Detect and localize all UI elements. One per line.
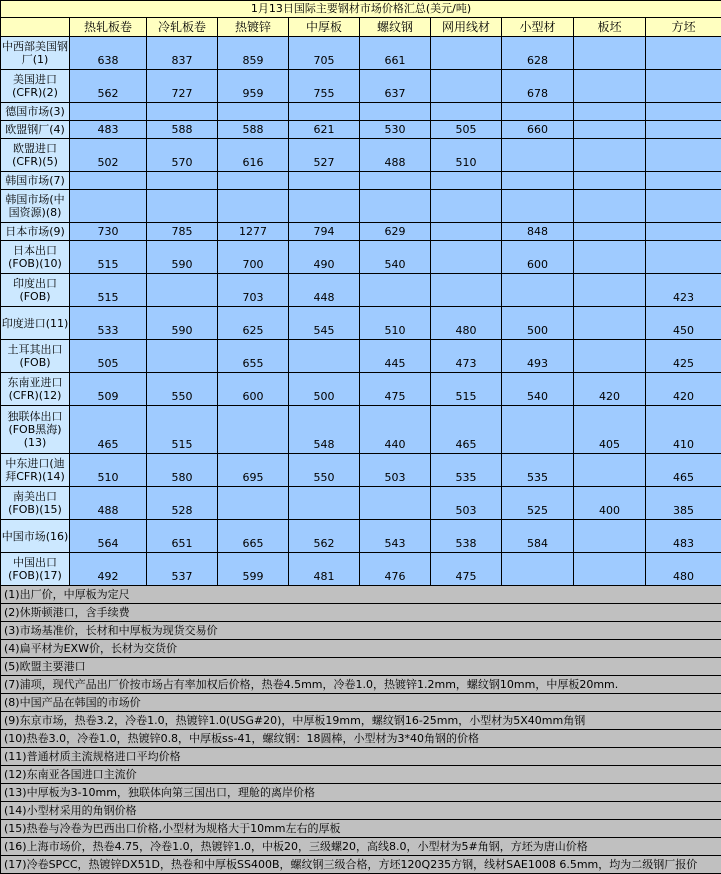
price-cell: 465	[646, 454, 721, 487]
price-cell: 450	[646, 307, 721, 340]
table-row	[1, 520, 721, 553]
price-cell	[431, 37, 502, 70]
table-row	[1, 103, 721, 121]
price-cell	[574, 139, 646, 172]
note-row	[1, 730, 721, 748]
price-cell	[360, 274, 431, 307]
price-cell	[502, 274, 574, 307]
table-row	[1, 274, 721, 307]
table-row	[1, 487, 721, 520]
price-cell	[147, 103, 218, 121]
price-cell: 505	[70, 340, 147, 373]
price-cell	[574, 37, 646, 70]
price-cell: 700	[218, 241, 289, 274]
price-cell	[431, 190, 502, 223]
note-row	[1, 694, 721, 712]
price-cell	[218, 190, 289, 223]
price-cell: 483	[70, 121, 147, 139]
price-cell: 492	[70, 553, 147, 586]
price-cell: 475	[360, 373, 431, 406]
price-cell: 660	[502, 121, 574, 139]
price-cell	[218, 103, 289, 121]
column-header: 热轧板卷	[70, 18, 147, 37]
price-cell: 859	[218, 37, 289, 70]
price-cell: 588	[147, 121, 218, 139]
price-cell	[646, 172, 721, 190]
row-label: 日本出口(FOB)(10)	[1, 241, 70, 274]
note-row	[1, 658, 721, 676]
price-cell: 570	[147, 139, 218, 172]
price-cell	[646, 37, 721, 70]
price-cell: 420	[646, 373, 721, 406]
price-cell: 730	[70, 223, 147, 241]
price-cell: 465	[431, 406, 502, 454]
corner-cell	[1, 18, 70, 37]
price-cell	[289, 103, 360, 121]
price-cell: 584	[502, 520, 574, 553]
price-cell	[502, 172, 574, 190]
table-row	[1, 553, 721, 586]
price-cell: 621	[289, 121, 360, 139]
row-label: 欧盟钢厂(4)	[1, 121, 70, 139]
price-cell: 515	[147, 406, 218, 454]
price-cell: 848	[502, 223, 574, 241]
price-cell: 510	[70, 454, 147, 487]
row-label: 中东进口(迪拜CFR)(14)	[1, 454, 70, 487]
price-cell: 480	[431, 307, 502, 340]
price-cell: 535	[502, 454, 574, 487]
price-cell	[218, 487, 289, 520]
note-text: (14)小型材采用的角钢价格	[1, 802, 721, 820]
row-label: 印度进口(11)	[1, 307, 70, 340]
price-cell: 665	[218, 520, 289, 553]
price-cell	[360, 103, 431, 121]
note-row	[1, 586, 721, 604]
table-row	[1, 241, 721, 274]
price-cell: 599	[218, 553, 289, 586]
note-row	[1, 604, 721, 622]
column-header: 方坯	[646, 18, 721, 37]
note-text: (5)欧盟主要港口	[1, 658, 721, 676]
price-cell	[70, 103, 147, 121]
note-text: (10)热卷3.0，冷卷1.0，热镀锌0.8，中厚板ss-41，螺纹钢：18圆棒，小型材为3*40角钢的价格	[1, 730, 721, 748]
price-cell	[147, 340, 218, 373]
table-row	[1, 190, 721, 223]
row-label: 独联体出口(FOB黑海)(13)	[1, 406, 70, 454]
price-cell: 600	[218, 373, 289, 406]
price-cell	[289, 487, 360, 520]
price-cell: 483	[646, 520, 721, 553]
note-row	[1, 766, 721, 784]
price-cell: 515	[70, 274, 147, 307]
price-cell: 500	[502, 307, 574, 340]
table-row	[1, 121, 721, 139]
table-row	[1, 70, 721, 103]
note-row	[1, 622, 721, 640]
price-cell: 465	[70, 406, 147, 454]
price-cell: 678	[502, 70, 574, 103]
price-cell	[431, 103, 502, 121]
price-cell: 488	[360, 139, 431, 172]
price-cell: 425	[646, 340, 721, 373]
note-row	[1, 784, 721, 802]
price-cell	[431, 274, 502, 307]
price-cell	[147, 274, 218, 307]
price-cell: 515	[431, 373, 502, 406]
price-cell: 637	[360, 70, 431, 103]
table-row	[1, 340, 721, 373]
price-cell	[502, 406, 574, 454]
price-cell	[147, 172, 218, 190]
price-cell	[574, 553, 646, 586]
price-cell: 959	[218, 70, 289, 103]
price-cell: 705	[289, 37, 360, 70]
table-row	[1, 454, 721, 487]
price-cell	[360, 487, 431, 520]
price-cell: 405	[574, 406, 646, 454]
price-cell: 493	[502, 340, 574, 373]
price-cell	[431, 172, 502, 190]
price-cell: 540	[502, 373, 574, 406]
price-cell	[646, 70, 721, 103]
price-cell	[646, 121, 721, 139]
price-cell	[218, 172, 289, 190]
row-label: 欧盟进口(CFR)(5)	[1, 139, 70, 172]
price-cell: 530	[360, 121, 431, 139]
note-row	[1, 748, 721, 766]
price-cell	[574, 520, 646, 553]
price-cell: 540	[360, 241, 431, 274]
price-cell	[574, 103, 646, 121]
price-cell	[646, 241, 721, 274]
row-label: 东南亚进口(CFR)(12)	[1, 373, 70, 406]
price-cell	[147, 190, 218, 223]
price-cell: 588	[218, 121, 289, 139]
note-text: (12)东南亚各国进口主流价	[1, 766, 721, 784]
price-cell: 509	[70, 373, 147, 406]
price-cell	[70, 172, 147, 190]
note-text: (7)浦项，现代产品出厂价按市场占有率加权后价格，热卷4.5mm，冷卷1.0，热镀锌1.2mm，螺纹钢10mm，中厚板20mm.	[1, 676, 721, 694]
note-text: (1)出厂价，中厚板为定尺	[1, 586, 721, 604]
note-row	[1, 676, 721, 694]
price-cell: 423	[646, 274, 721, 307]
price-cell: 445	[360, 340, 431, 373]
price-cell	[431, 241, 502, 274]
price-cell: 727	[147, 70, 218, 103]
price-cell: 837	[147, 37, 218, 70]
price-cell	[218, 406, 289, 454]
price-cell	[289, 340, 360, 373]
price-cell	[646, 223, 721, 241]
price-cell	[360, 172, 431, 190]
note-row	[1, 838, 721, 856]
price-cell: 661	[360, 37, 431, 70]
note-text: (8)中国产品在韩国的市场价	[1, 694, 721, 712]
row-label: 中西部美国钢厂(1)	[1, 37, 70, 70]
price-cell	[289, 172, 360, 190]
price-cell	[502, 553, 574, 586]
price-cell: 502	[70, 139, 147, 172]
price-cell	[574, 172, 646, 190]
table-row	[1, 373, 721, 406]
note-text: (16)上海市场价，热卷4.75，冷卷1.0，热镀锌1.0，中板20，三级螺20，高线8.0，小型材为5#角钢，方坯为唐山价格	[1, 838, 721, 856]
price-cell: 562	[289, 520, 360, 553]
row-label: 中国市场(16)	[1, 520, 70, 553]
column-header: 网用线材	[431, 18, 502, 37]
price-cell: 616	[218, 139, 289, 172]
price-cell: 400	[574, 487, 646, 520]
price-cell	[70, 190, 147, 223]
price-cell: 528	[147, 487, 218, 520]
price-cell: 703	[218, 274, 289, 307]
price-cell: 535	[431, 454, 502, 487]
row-label: 印度出口(FOB)	[1, 274, 70, 307]
note-text: (4)扁平材为EXW价，长材为交货价	[1, 640, 721, 658]
row-label: 南美出口(FOB)(15)	[1, 487, 70, 520]
price-cell: 385	[646, 487, 721, 520]
row-label: 德国市场(3)	[1, 103, 70, 121]
price-cell: 564	[70, 520, 147, 553]
price-cell: 638	[70, 37, 147, 70]
price-cell: 475	[431, 553, 502, 586]
price-cell: 755	[289, 70, 360, 103]
price-cell: 785	[147, 223, 218, 241]
price-cell: 550	[147, 373, 218, 406]
price-cell	[574, 190, 646, 223]
price-cell: 480	[646, 553, 721, 586]
price-cell: 1277	[218, 223, 289, 241]
price-cell: 473	[431, 340, 502, 373]
column-header: 中厚板	[289, 18, 360, 37]
note-text: (15)热卷与冷卷为巴西出口价格,小型材为规格大于10mm左右的厚板	[1, 820, 721, 838]
price-cell: 545	[289, 307, 360, 340]
price-cell	[574, 121, 646, 139]
row-label: 韩国市场(7)	[1, 172, 70, 190]
price-cell	[289, 190, 360, 223]
price-cell	[574, 241, 646, 274]
row-label: 土耳其出口(FOB)	[1, 340, 70, 373]
price-cell: 510	[360, 307, 431, 340]
price-cell: 629	[360, 223, 431, 241]
price-cell: 651	[147, 520, 218, 553]
column-header: 螺纹钢	[360, 18, 431, 37]
price-cell: 510	[431, 139, 502, 172]
note-row	[1, 712, 721, 730]
row-label: 中国出口(FOB)(17)	[1, 553, 70, 586]
row-label: 日本市场(9)	[1, 223, 70, 241]
price-cell: 503	[360, 454, 431, 487]
price-cell: 525	[502, 487, 574, 520]
price-cell: 448	[289, 274, 360, 307]
price-cell: 410	[646, 406, 721, 454]
table-row	[1, 139, 721, 172]
note-text: (9)东京市场，热卷3.2，冷卷1.0，热镀锌1.0(USG#20)，中厚板19mm，螺纹钢16-25mm，小型材为5X40mm角钢	[1, 712, 721, 730]
price-cell: 481	[289, 553, 360, 586]
price-cell: 500	[289, 373, 360, 406]
price-cell	[574, 307, 646, 340]
price-cell: 548	[289, 406, 360, 454]
note-row	[1, 820, 721, 838]
price-cell: 562	[70, 70, 147, 103]
price-cell	[646, 139, 721, 172]
table-row	[1, 223, 721, 241]
price-cell	[574, 223, 646, 241]
price-cell	[574, 454, 646, 487]
price-cell: 625	[218, 307, 289, 340]
price-cell: 550	[289, 454, 360, 487]
price-cell: 440	[360, 406, 431, 454]
price-cell: 488	[70, 487, 147, 520]
price-cell: 533	[70, 307, 147, 340]
price-cell: 505	[431, 121, 502, 139]
table-title: 1月13日国际主要钢材市场价格汇总(美元/吨)	[1, 1, 721, 18]
price-cell	[646, 103, 721, 121]
note-text: (3)市场基准价，长材和中厚板为现货交易价	[1, 622, 721, 640]
table-row	[1, 172, 721, 190]
note-text: (2)休斯顿港口，含手续费	[1, 604, 721, 622]
price-cell: 794	[289, 223, 360, 241]
price-cell	[360, 190, 431, 223]
note-text: (11)普通材质主流规格进口平均价格	[1, 748, 721, 766]
note-row	[1, 856, 721, 874]
price-cell	[431, 70, 502, 103]
column-header: 冷轧板卷	[147, 18, 218, 37]
note-row	[1, 802, 721, 820]
price-cell: 537	[147, 553, 218, 586]
price-cell: 600	[502, 241, 574, 274]
price-cell: 503	[431, 487, 502, 520]
price-cell: 695	[218, 454, 289, 487]
column-header: 小型材	[502, 18, 574, 37]
price-cell: 538	[431, 520, 502, 553]
price-cell	[502, 103, 574, 121]
price-cell: 590	[147, 241, 218, 274]
row-label: 美国进口(CFR)(2)	[1, 70, 70, 103]
column-header: 板坯	[574, 18, 646, 37]
column-header: 热镀锌	[218, 18, 289, 37]
price-cell	[574, 274, 646, 307]
note-text: (17)冷卷SPCC，热镀锌DX51D，热卷和中厚板SS400B，螺纹钢三级合格，方坯120Q235方钢，线材SAE1008 6.5mm，均为二级钢厂报价	[1, 856, 721, 874]
price-cell: 580	[147, 454, 218, 487]
note-row	[1, 640, 721, 658]
price-cell: 590	[147, 307, 218, 340]
price-cell	[502, 190, 574, 223]
price-cell: 515	[70, 241, 147, 274]
price-cell	[646, 190, 721, 223]
price-cell: 476	[360, 553, 431, 586]
price-cell	[574, 340, 646, 373]
price-cell: 628	[502, 37, 574, 70]
price-cell	[574, 70, 646, 103]
table-row	[1, 406, 721, 454]
note-text: (13)中厚板为3-10mm，独联体向第三国出口，理舱的离岸价格	[1, 784, 721, 802]
price-cell	[431, 223, 502, 241]
price-cell	[502, 139, 574, 172]
price-cell: 420	[574, 373, 646, 406]
price-cell: 655	[218, 340, 289, 373]
price-cell: 490	[289, 241, 360, 274]
table-row	[1, 307, 721, 340]
row-label: 韩国市场(中国资源)(8)	[1, 190, 70, 223]
table-row	[1, 37, 721, 70]
price-cell: 527	[289, 139, 360, 172]
price-cell: 543	[360, 520, 431, 553]
